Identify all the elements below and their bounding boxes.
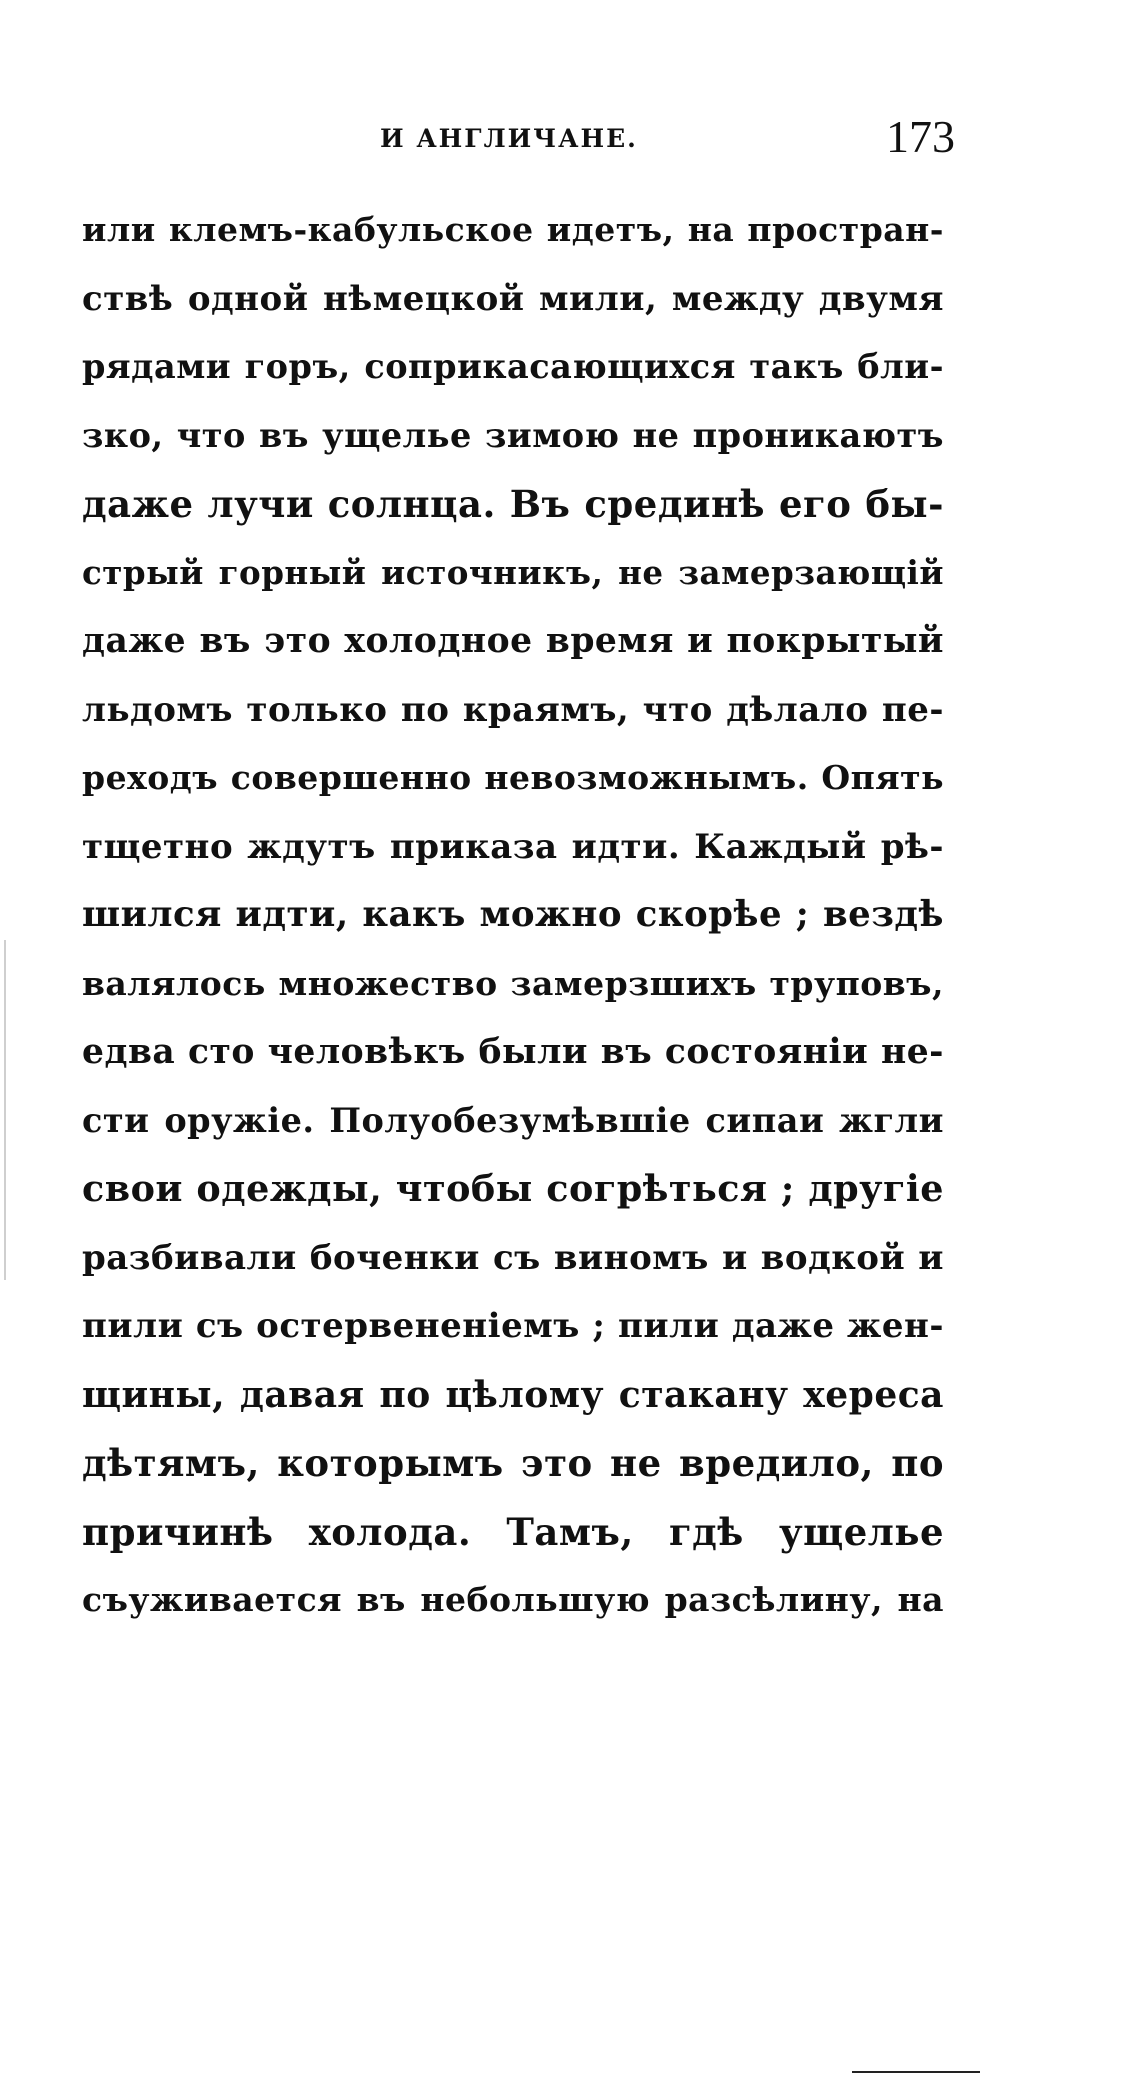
- text-line: разбивали боченки съ виномъ и водкой и: [82, 1237, 944, 1278]
- text-line: зко, что въ ущелье зимою не проникаютъ: [82, 415, 944, 455]
- page-number: 173: [886, 111, 955, 162]
- text-line: ствѣ одной нѣмецкой мили, между двумя: [82, 278, 944, 319]
- running-head: И АНГЛИЧАНЕ.: [380, 124, 638, 153]
- text-line: едва сто человѣкъ были въ состояніи не-: [82, 1032, 944, 1072]
- text-line: шился идти, какъ можно скорѣе ; вездѣ: [82, 894, 944, 935]
- margin-shadow: [4, 940, 6, 1280]
- text-line: стрый горный источникъ, не замерзающій: [82, 552, 944, 592]
- text-line: причинѣ холода. Тамъ, гдѣ ущелье: [82, 1509, 944, 1554]
- text-line: реходъ совершенно невозможнымъ. Опять: [82, 758, 944, 797]
- text-line: съуживается въ небольшую разсѣлину, на: [82, 1580, 944, 1619]
- text-line: сти оружіе. Полуобезумѣвшіе сипаи жгли: [82, 1100, 944, 1140]
- text-line: или клемъ-кабульское идетъ, на простран-: [82, 210, 944, 249]
- text-line: пили съ остервененіемъ ; пили даже жен-: [82, 1306, 944, 1346]
- text-line: дѣтямъ, которымъ это не вредило, по: [82, 1441, 944, 1485]
- text-line: щины, давая по цѣлому стакану хереса: [82, 1373, 944, 1416]
- text-line: рядами горъ, соприкасающихся такъ бли-: [82, 347, 944, 386]
- body-text: [82, 196, 944, 1635]
- text-line: даже въ это холодное время и покрытый: [82, 621, 944, 661]
- bottom-rule: [852, 2071, 980, 2073]
- text-line: тщетно ждутъ приказа идти. Каждый рѣ-: [82, 826, 944, 867]
- text-line: валялось множество замерзшихъ труповъ,: [82, 963, 944, 1003]
- text-line: свои одежды, чтобы согрѣться ; другіе: [82, 1167, 944, 1210]
- text-line: льдомъ только по краямъ, что дѣлало пе-: [82, 689, 944, 730]
- text-line: даже лучи солнца. Въ срединѣ его бы-: [82, 482, 944, 526]
